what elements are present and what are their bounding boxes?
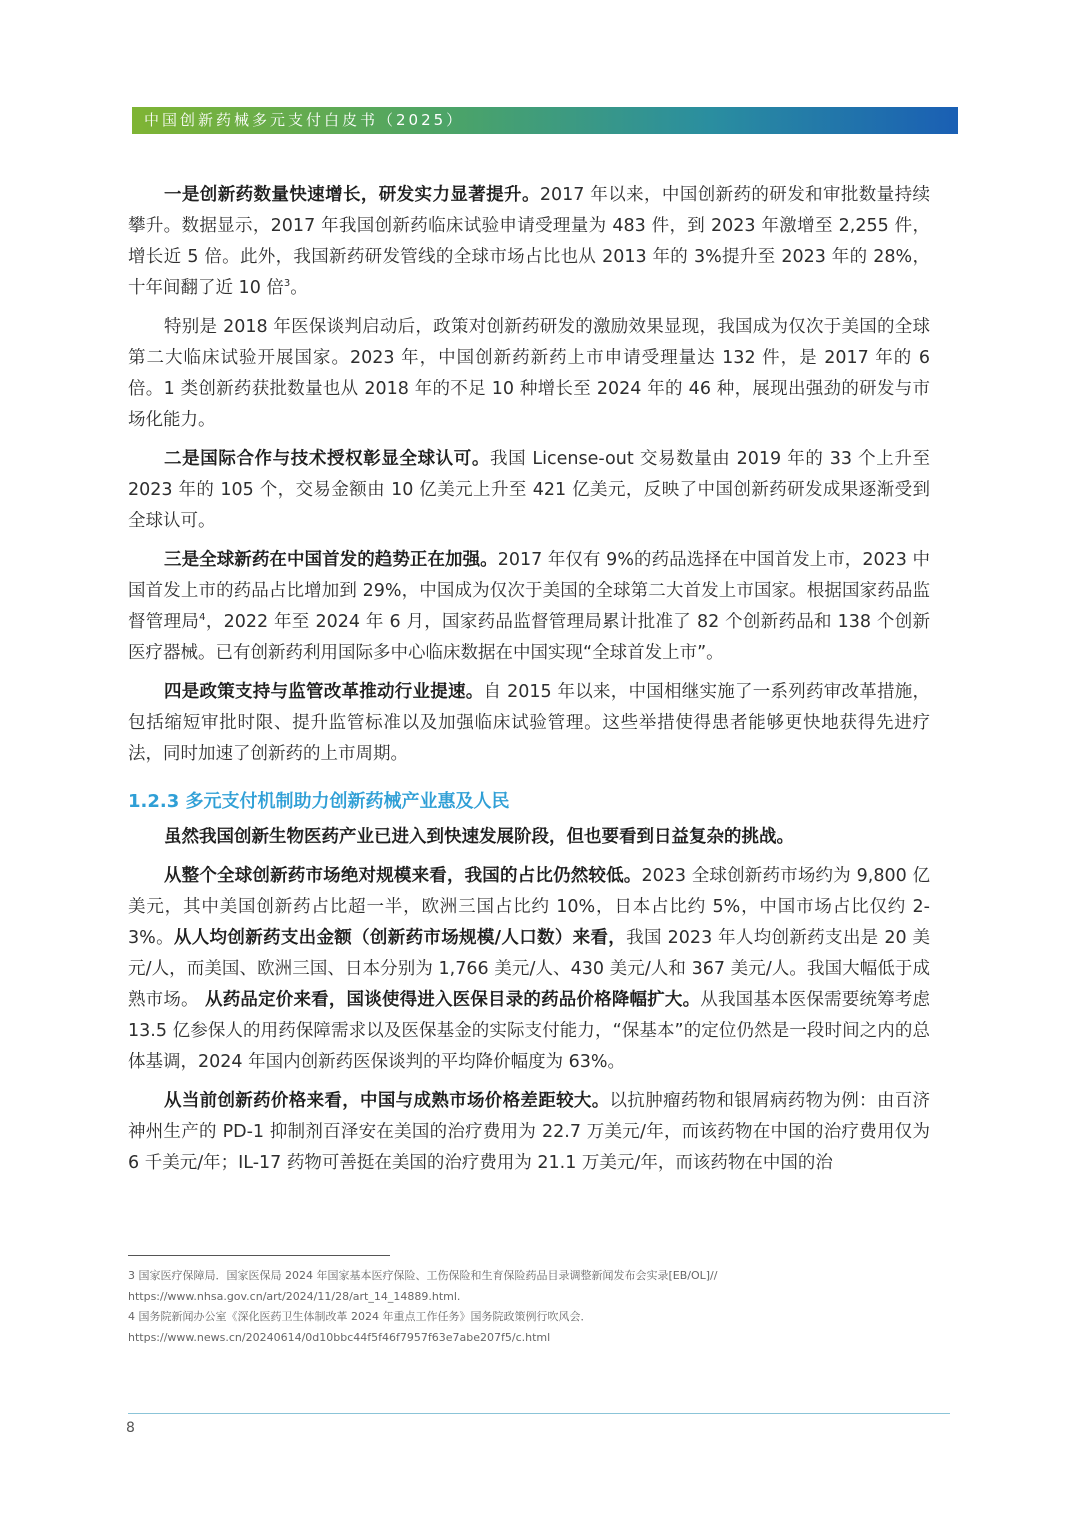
footer-divider [128,1413,950,1414]
section-paragraph-1-lead: 虽然我国创新生物医药产业已进入到快速发展阶段，但也要看到日益复杂的挑战。 [164,827,794,847]
footnote-3-link[interactable]: https://www.nhsa.gov.cn/art/2024/11/28/art_14_14889.html. [128,1289,461,1303]
paragraph-5-text: 自 2015 年以来，中国相继实施了一系列药审改革措施，包括缩短审批时限、提升监管标准以及加强临床试验管理。这些举措使得患者能够更快地获得先进疗法，同时加速了创新药的上市周期。 [128,682,931,764]
paragraph-3 [128,444,930,537]
paragraph-4-lead: 三是全球新药在中国首发的趋势正在加强。 [164,550,498,570]
paragraph-5-lead: 四是政策支持与监管改革推动行业提速。 [164,682,484,702]
main-content [128,180,930,1187]
section-paragraph-1 [128,822,930,853]
page-number: 8 [126,1420,135,1436]
paragraph-4-text: 2017 年仅有 9%的药品选择在中国首发上市，2023 中国首发上市的药品占比增加到 29%，中国成为仅次于美国的全球第二大首发上市国家。根据国家药品监督管理局 [128,550,930,632]
section-paragraph-2-text-3: 从我国基本医保需要统筹考虑 13.5 亿参保人的用药保障需求以及医保基金的实际支付能力，“保基本”的定位仍然是一段时间之内的总体基调，2024 年国内创新药医保谈判的平均降价幅度为 63%。 [128,990,931,1072]
paragraph-4 [128,545,930,669]
section-paragraph-2-lead-1: 从整个全球创新药市场绝对规模来看，我国的占比仍然较低。 [164,866,642,886]
footnote-ref-4[interactable]: 4 [199,612,206,624]
paragraph-3-text: 我国 License-out 交易数量由 2019 年的 33 个上升至 2023 年的 105 个，交易金额由 10 亿美元上升至 421 亿美元，反映了中国创新药研发成果逐渐受到全球认可。 [128,449,930,531]
section-paragraph-2-lead-2: 从人均创新药支出金额（创新药市场规模/人口数）来看， [173,928,627,948]
footnote-4-link[interactable]: https://www.news.cn/20240614/0d10bbc44f5f46f7957f63e7abe207f5/c.html [128,1330,551,1344]
footnote-4-citation: 4 国务院新闻办公室《深化医药卫生体制改革 2024 年重点工作任务》国务院政策例行吹风会． [128,1310,592,1323]
paragraph-1 [128,180,930,304]
section-paragraph-2-lead-3: 从药品定价来看，国谈使得进入医保目录的药品价格降幅扩大。 [198,990,701,1010]
header-band [132,107,958,134]
paragraph-1-lead: 一是创新药数量快速增长，研发实力显著提升。 [164,185,540,205]
footnote-3-citation: 3 国家医疗保障局．国家医保局 2024 年国家基本医疗保险、工伤保险和生育保险药品目录调整新闻发布会实录[EB/OL]// [128,1269,718,1282]
footnote-ref-3[interactable]: 3 [283,278,291,290]
footnote-divider [128,1255,390,1256]
section-paragraph-2 [128,861,930,1078]
paragraph-2-text: 特别是 2018 年医保谈判启动后，政策对创新药研发的激励效果显现，我国成为仅次于美国的全球第二大临床试验开展国家。2023 年，中国创新药新药上市申请受理量达 132 件，是 2017 年的 6 倍。1 类创新药获批数量也从 2018 年的不足 10 种增长至 2024 年的 46 种，展现出强劲的研发与市场化能力。 [128,317,930,430]
paragraph-1-text: 2017 年以来，中国创新药的研发和审批数量持续攀升。数据显示，2017 年我国创新药临床试验申请受理量为 483 件，到 2023 年激增至 2,255 件，增长近 5 倍。此外，我国新药研发管线的全球市场占比也从 2013 年的 3%提升至 2023 年的 28%，十年间翻了近 10 倍 [128,185,930,298]
paragraph-3-lead: 二是国际合作与技术授权彰显全球认可。 [164,449,491,469]
paragraph-4-tail: ，2022 年至 2024 年 6 月，国家药品监督管理局累计批准了 82 个创新药品和 138 个创新医疗器械。已有创新药利用国际多中心临床数据在中国实现“全球首发上市”。 [128,612,930,663]
section-paragraph-3-lead: 从当前创新药价格来看，中国与成熟市场价格差距较大。 [164,1091,610,1111]
paragraph-1-tail: 。 [290,278,308,298]
footnotes [128,1266,948,1348]
section-paragraph-3-text: 以抗肿瘤药物和银屑病药物为例：由百济神州生产的 PD-1 抑制剂百泽安在美国的治疗费用为 22.7 万美元/年，而该药物在中国的治疗费用仅为 6 千美元/年；IL-17 药物可善挺在美国的治疗费用为 21.1 万美元/年，而该药物在中国的治 [128,1091,931,1173]
header-title: 中国创新药械多元支付白皮书（2025） [144,111,465,129]
section-paragraph-3 [128,1086,930,1179]
paragraph-2 [128,312,930,436]
section-paragraph-2-text-1: 2023 全球创新药市场约为 9,800 亿美元，其中美国创新药占比超一半，欧洲三国占比约 10%，日本占比约 5%，中国市场占比仅约 2-3%。 [128,866,930,948]
section-paragraph-2-text-2: 我国 2023 年人均创新药支出是 20 美元/人，而美国、欧洲三国、日本分别为 1,766 美元/人、430 美元/人和 367 美元/人。我国大幅低于成熟市场。 [128,928,931,1010]
section-heading: 1.2.3 多元支付机制助力创新药械产业惠及人民 [128,791,510,812]
paragraph-5 [128,677,930,770]
